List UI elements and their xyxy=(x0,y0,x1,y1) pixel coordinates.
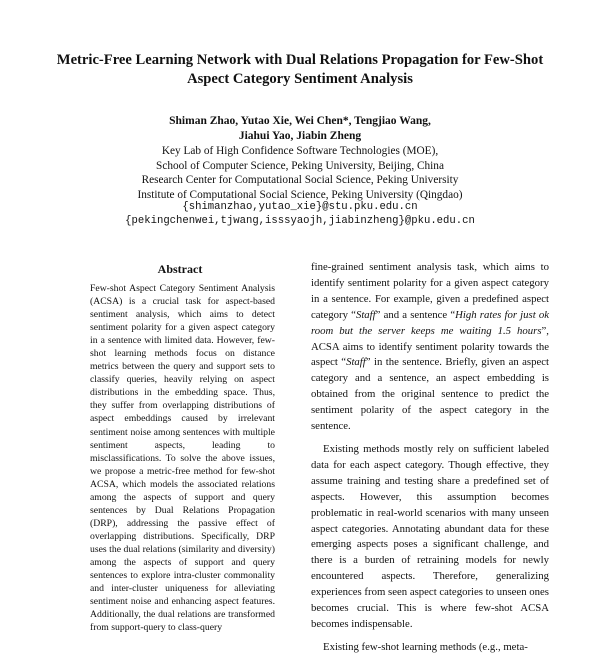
author-line-2: Jiahui Yao, Jiabin Zheng xyxy=(238,130,362,142)
intro-text: ” and a sentence “ xyxy=(375,308,456,321)
intro-paragraph-2: Existing methods mostly rely on sufficient labeled data for each aspect category. Though effective, they assume training and testing share a predefined set of aspects. However, this assumption becomes problematic in real-world scenarios with many unseen aspect categories. Annotating abundant data for these emerging aspects poses a significant challenge, and there is a burden of retraining models for newly encountered aspects. Therefore, generalizing experiences from seen aspect categories to unseen ones becomes crucial. This is where few-shot ACSA becomes indispensable. xyxy=(311,442,549,630)
author-list xyxy=(40,114,560,144)
intro-paragraph-3: Existing few-shot learning methods (e.g., meta- xyxy=(323,640,528,653)
abstract-heading: Abstract xyxy=(157,262,203,276)
affiliations xyxy=(40,144,560,202)
author-line-1: Shiman Zhao, Yutao Xie, Wei Chen*, Tengjiao Wang, xyxy=(169,115,431,127)
abstract-body xyxy=(90,282,275,634)
email-line-2: {pekingchenwei,tjwang,isssyaojh,jiabinzheng}@pku.edu.cn xyxy=(125,215,475,227)
affiliation-line: Institute of Computational Social Science, Peking University (Qingdao) xyxy=(137,188,463,201)
paper-title: Metric-Free Learning Network with Dual Relations Propagation for Few-Shot Aspect Category Sentiment Analysis xyxy=(56,52,544,87)
example-sentence: High rates for just ok room but the server keeps me waiting 1.5 hours xyxy=(311,308,549,337)
example-aspect: Staff xyxy=(355,308,376,321)
affiliation-line: School of Computer Science, Peking University, Beijing, China xyxy=(156,159,444,172)
intro-text: fine-grained sentiment analysis task, which aims to identify sentiment polarity for a given aspect category in a sentence. For example, given a predefined aspect category “ xyxy=(311,261,549,321)
example-aspect: Staff xyxy=(346,356,366,369)
intro-text: ” in the sentence. Briefly, given an aspect category and a sentence, an aspect embedding is obtained from the original sentence to predict the sentiment polarity of the aspect category in the sentence. xyxy=(311,356,549,433)
affiliation-line: Research Center for Computational Social Science, Peking University xyxy=(141,174,459,187)
intro-text: ”, ACSA aims to identify sentiment polarity towards the aspect “ xyxy=(311,324,549,369)
abstract-paragraph: Few-shot Aspect Category Sentiment Analysis (ACSA) is a crucial task for aspect-based sentiment analysis, which aims to detect sentiment polarity for a given aspect category in a sentence with limited data. However, few-shot learning methods focus on distance metrics between the query and support sets to classify queries, heavily relying on aspect distributions in the embedding space. Thus, they suffer from overlapping distributions of aspect embeddings caused by irrelevant sentiment noise among sentences with multiple sentiment aspects, leading to misclassifications. To solve the above issues, we propose a metric-free method for few-shot ACSA, which models the associated relations among the aspects of support and query sentences by Dual Relations Propagation (DRP), addressing the passive effect of overlapping distributions. Specifically, DRP uses the dual relations (similarity and diversity) among the aspects of support and query sentences to explore intra-cluster commonality and inter-cluster uniqueness for alleviating sentiment noise and enhancing aspect features. Additionally, the dual relations are transformed from support-query to class-query xyxy=(90,283,275,634)
introduction-column xyxy=(311,260,549,653)
email-line-1: {shimanzhao,yutao_xie}@stu.pku.edu.cn xyxy=(182,201,418,213)
intro-paragraph-1 xyxy=(311,260,549,435)
affiliation-line: Key Lab of High Confidence Software Technologies (MOE), xyxy=(161,145,439,157)
